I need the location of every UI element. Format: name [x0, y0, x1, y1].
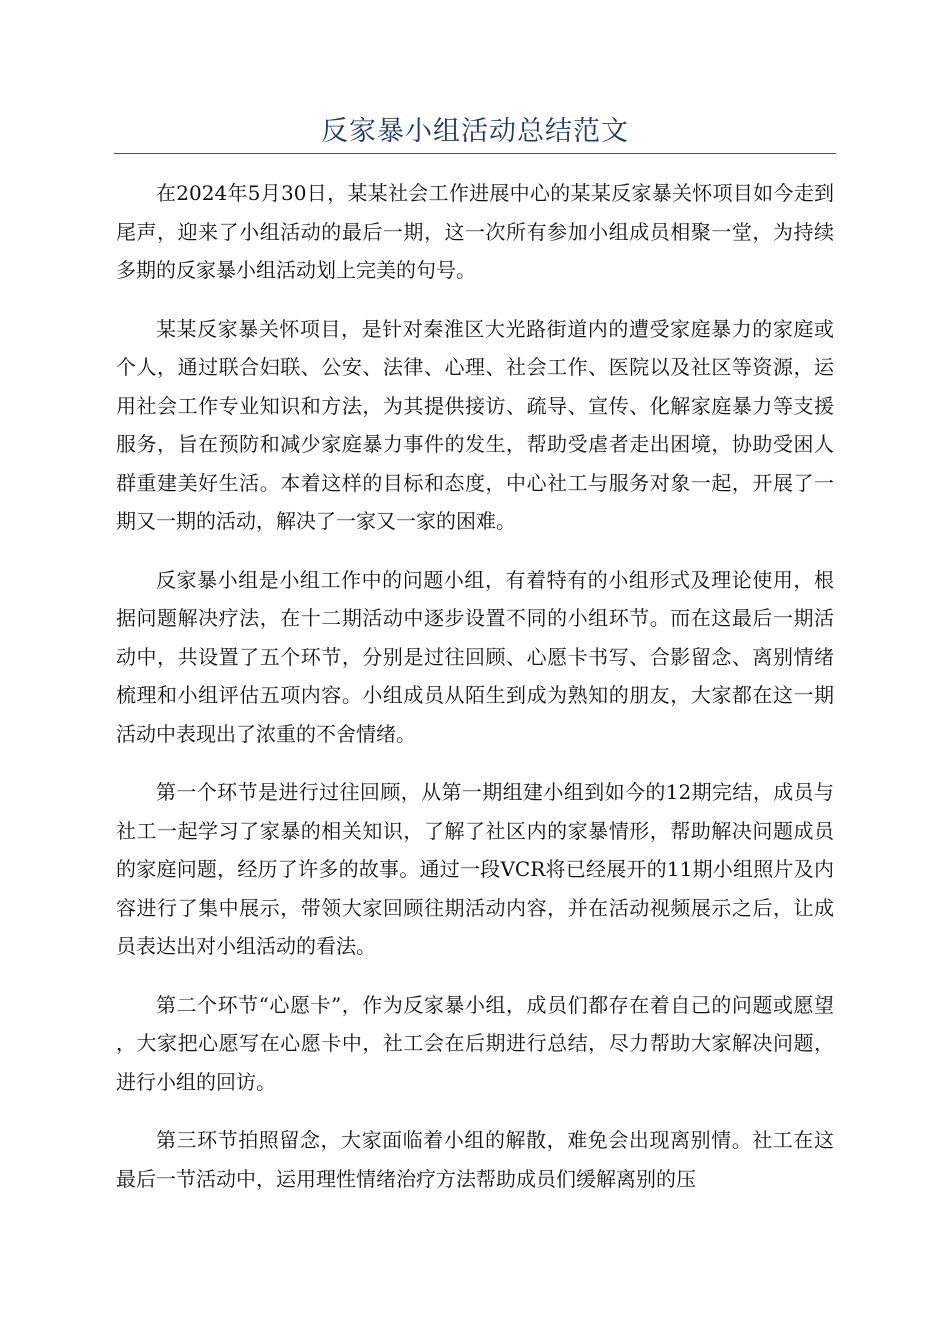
paragraph-1: 在2024年5月30日，某某社会工作进展中心的某某反家暴关怀项目如今走到尾声，迎来了小组活动的最后一期，这一次所有参加小组成员相聚一堂，为持续多期的反家暴小组活动划上完美的句号。: [116, 181, 834, 282]
document-body: [116, 174, 834, 1218]
paragraph-2: 某某反家暴关怀项目，是针对秦淮区大光路街道内的遭受家庭暴力的家庭或个人，通过联合妇联、公安、法律、心理、社会工作、医院以及社区等资源，运用社会工作专业知识和方法，为其提供接访、疏导、宣传、化解家庭暴力等支援服务，旨在预防和减少家庭暴力事件的发生，帮助受虐者走出困境，协助受困人群重建美好生活。本着这样的目标和态度，中心社工与服务对象一起，开展了一期又一期的活动，解决了一家又一家的困难。: [116, 316, 834, 533]
paragraph-3: 反家暴小组是小组工作中的问题小组，有着特有的小组形式及理论使用，根据问题解决疗法，在十二期活动中逐步设置不同的小组环节。而在这最后一期活动中，共设置了五个环节，分别是过往回顾、心愿卡书写、合影留念、离别情绪梳理和小组评估五项内容。小组成员从陌生到成为熟知的朋友，大家都在这一期活动中表现出了浓重的不舍情绪。: [116, 567, 834, 746]
paragraph-4: 第一个环节是进行过往回顾，从第一期组建小组到如今的12期完结，成员与社工一起学习了家暴的相关知识，了解了社区内的家暴情形，帮助解决问题成员的家庭问题，经历了许多的故事。通过一段VCR将已经展开的11期小组照片及内容进行了集中展示，带领大家回顾往期活动内容，并在活动视频展示之后，让成员表达出对小组活动的看法。: [116, 780, 834, 958]
document-title: 反家暴小组活动总结范文: [321, 116, 629, 147]
paragraph-6: 第三环节拍照留念，大家面临着小组的解散，难免会出现离别情。社工在这最后一节活动中，运用理性情绪治疗方法帮助成员们缓解离别的压: [116, 1128, 834, 1191]
paragraph-5: 第二个环节“心愿卡”，作为反家暴小组，成员们都存在着自己的问题或愿望，大家把心愿写在心愿卡中，社工会在后期进行总结，尽力帮助大家解决问题，进行小组的回访。: [116, 992, 834, 1094]
title-underline: [114, 153, 836, 154]
